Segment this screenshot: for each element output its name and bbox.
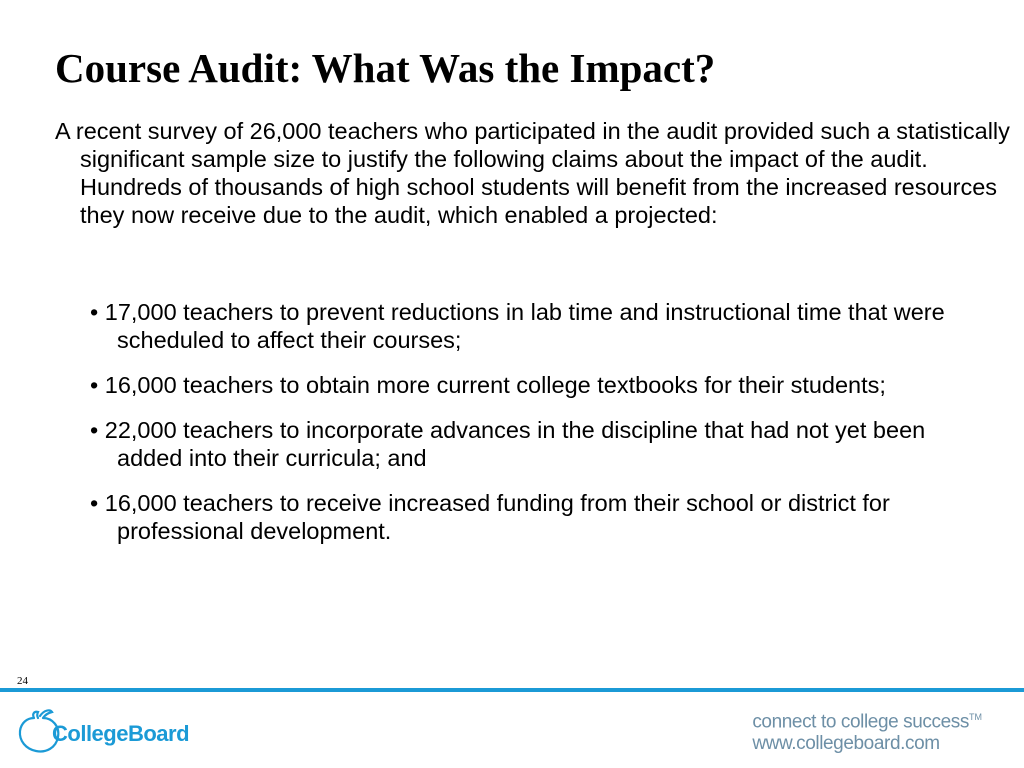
- trademark-mark: TM: [969, 712, 982, 722]
- intro-paragraph: A recent survey of 26,000 teachers who participated in the audit provided such a statistically significant sample size to justify the following claims about the impact of the audit. Hundreds of thousands of high school students will benefit from the increased resources they now receive due to the audit, which enabled a projected:: [55, 118, 1010, 228]
- footer-divider: [0, 688, 1024, 692]
- logo-wordmark: CollegeBoard: [52, 721, 190, 746]
- slide-title: Course Audit: What Was the Impact?: [55, 45, 716, 91]
- bullet-item: [90, 416, 970, 472]
- bullet-marker: •: [90, 490, 99, 516]
- tagline-text: connect to college success: [752, 711, 969, 733]
- bullet-marker: •: [90, 372, 99, 398]
- bullet-text: 16,000 teachers to receive increased funding from their school or district for professional development.: [104, 490, 890, 544]
- bullet-text: 16,000 teachers to obtain more current college textbooks for their students;: [104, 372, 886, 398]
- bullet-item: [90, 489, 970, 545]
- footer-url: www.collegeboard.com: [752, 733, 940, 755]
- slide-number: 24: [17, 675, 28, 687]
- impact-bullet-list: [90, 298, 970, 562]
- bullet-marker: •: [90, 299, 99, 325]
- bullet-item: [90, 371, 970, 399]
- bullet-marker: •: [90, 417, 99, 443]
- footer-tagline: [752, 706, 982, 755]
- tagline-line: [752, 706, 982, 733]
- bullet-item: [90, 298, 970, 354]
- bullet-text: 22,000 teachers to incorporate advances in the discipline that had not yet been added into their curricula; and: [104, 417, 926, 471]
- collegeboard-logo: [18, 706, 218, 756]
- bullet-text: 17,000 teachers to prevent reductions in lab time and instructional time that were scheduled to affect their courses;: [104, 299, 945, 353]
